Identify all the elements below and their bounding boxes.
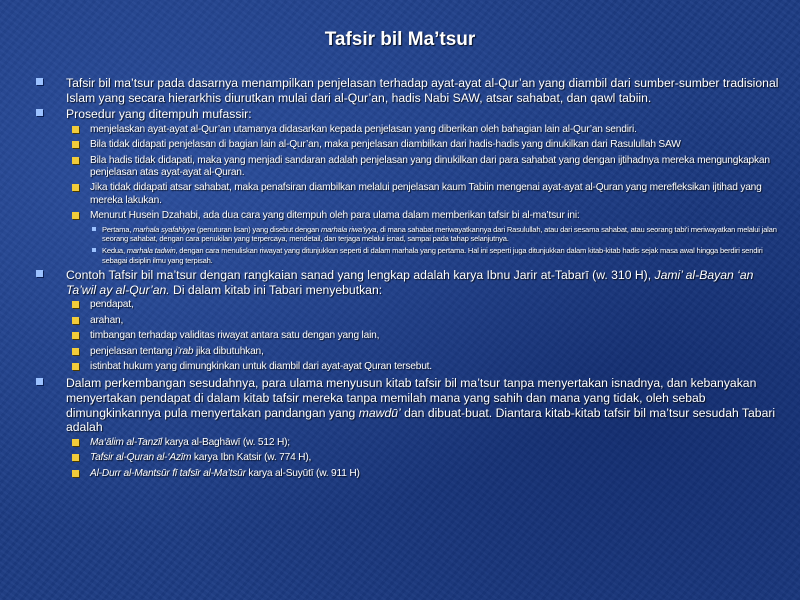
list-item: [36, 376, 784, 480]
square-bullet-icon: [36, 270, 43, 277]
list-item: [72, 315, 784, 327]
book-item: Tafsir al-Quran al-‘Azīm karya Ibn Katsir (w. 774 H),: [90, 452, 312, 464]
procedure-step: Jika tidak didapati atsar sahabat, maka penafsiran diambilkan melalui penjelasan kaum Tabiin mengenai ayat-ayat al-Quran yang merefleksikan ijtihad yang mereka lakukan.: [90, 182, 762, 206]
square-bullet-icon: [72, 348, 79, 355]
paragraph-definition: Tafsir bil ma’tsur pada dasarnya menampilkan penjelasan terhadap ayat-ayat al-Qur’an yang diambil dari sumber-sumber tradisional Islam yang secara hierarkhis diurutkan mulai dari al-Qur’an, hadis Nabi SAW, atsar sahabat, dan qawl tabiin.: [66, 76, 779, 105]
list-item: [72, 139, 784, 151]
tabari-item: timbangan terhadap validitas riwayat antara satu dengan yang lain,: [90, 330, 380, 342]
list-item: [72, 437, 784, 449]
paragraph-development: Dalam perkembangan sesudahnya, para ulama menyusun kitab tafsir bil ma’tsur tanpa menyertakan isnadnya, dan kebanyakan menyertakan pendapat di dalam kitab tafsir mereka tanpa memilah mana yang sahih dan mana yang tidak, oleh sebab dimungkinkannya pula menyertakan pandangan yang mawdū’ dan dibuat-buat. Diantara kitab-kitab tafsir bil ma’tsur sesudah Tabari adalah: [66, 376, 776, 435]
paragraph-procedure: Prosedur yang ditempuh mufassir:: [66, 107, 252, 122]
bullet-list: [36, 76, 784, 480]
square-bullet-icon: [72, 301, 79, 308]
list-item: [72, 299, 784, 311]
square-bullet-icon: [92, 248, 96, 252]
book-list: [66, 437, 784, 480]
method-text: Pertama, marhala syafahiyya (penuturan lisan) yang disebut dengan marhala riwa’iyya, di mana sahabat meriwayatkannya dari Rasulullah, atau dari sesama sahabat, atau seorang tabi’i meriwayatkan melalui jalan seorang sahabat, dengan cara penukilan yang terpercaya, mendetail, dan terjaga melalui isnad, sampai pada tahap selanjutnya.: [102, 224, 777, 244]
square-bullet-icon: [72, 439, 79, 446]
square-bullet-icon: [72, 212, 79, 219]
square-bullet-icon: [72, 363, 79, 370]
procedure-step: Bila hadis tidak didapati, maka yang menjadi sandaran adalah penjelasan yang dinukilkan dari para sahabat yang dengan ijtihadnya mereka mengungkapkan penjelasan atas ayat-ayat al-Quran.: [90, 154, 770, 178]
list-item: [72, 210, 784, 265]
slide-content: [36, 76, 784, 483]
procedure-step: Menurut Husein Dzahabi, ada dua cara yang ditempuh oleh para ulama dalam memberikan tafsir bi al-ma’tsur ini:: [90, 210, 580, 222]
list-item: [72, 346, 784, 358]
square-bullet-icon: [72, 470, 79, 477]
square-bullet-icon: [72, 157, 79, 164]
square-bullet-icon: [72, 317, 79, 324]
list-item: [92, 246, 784, 265]
list-item: [72, 182, 784, 207]
paragraph-example: Contoh Tafsir bil ma’tsur dengan rangkaian sanad yang lengkap adalah karya Ibnu Jarir at-Tabarī (w. 310 H), Jami’ al-Bayan ‘an Ta’wil ay al-Qur’an. Di dalam kitab ini Tabari menyebutkan:: [66, 268, 754, 297]
square-bullet-icon: [72, 454, 79, 461]
tabari-item: arahan,: [90, 314, 124, 326]
procedure-step: Bila tidak didapati penjelasan di bagian lain al-Qur’an, maka penjelasan diambilkan dari hadis-hadis yang dinukilkan dari Rasulullah SAW: [90, 139, 681, 151]
slide-title: Tafsir bil Ma’tsur: [324, 29, 476, 50]
list-item: [36, 268, 784, 373]
list-item: [72, 155, 784, 180]
book-item: Ma‘ālim al-Tanzīl karya al-Baghāwī (w. 512 H);: [90, 436, 290, 448]
tabari-item: pendapat,: [90, 299, 134, 311]
list-item: [36, 76, 784, 105]
square-bullet-icon: [36, 109, 43, 116]
book-item: Al-Durr al-Mantsūr fī tafsīr al-Ma’tsūr karya al-Suyūtī (w. 911 H): [90, 467, 360, 479]
list-item: [92, 225, 784, 244]
list-item: [72, 468, 784, 480]
list-item: [72, 330, 784, 342]
method-text: Kedua, marhala tadwin, dengan cara menuliskan riwayat yang ditunjukkan seperti di dalam marhala yang pertama. Hal ini seperti juga ditunjukkan dalam kitab-kitab hadis sejak masa awal hingga berdiri sendiri sebagai disiplin ilmu yang terpisah.: [102, 246, 763, 265]
tabari-list: [66, 299, 784, 373]
square-bullet-icon: [36, 78, 43, 85]
list-item: [72, 361, 784, 373]
square-bullet-icon: [72, 184, 79, 191]
tabari-item: penjelasan tentang i’rab jika dibutuhkan,: [90, 345, 264, 357]
procedure-step: menjelaskan ayat-ayat al-Qur’an utamanya didasarkan kepada penjelasan yang diberikan oleh bahagian lain al-Qur’an sendiri.: [90, 123, 637, 135]
square-bullet-icon: [36, 378, 43, 385]
square-bullet-icon: [72, 141, 79, 148]
list-item: [72, 124, 784, 136]
procedure-list: [66, 124, 784, 265]
square-bullet-icon: [72, 126, 79, 133]
list-item: [36, 107, 784, 265]
square-bullet-icon: [92, 227, 96, 231]
list-item: [72, 452, 784, 464]
tabari-item: istinbat hukum yang dimungkinkan untuk diambil dari ayat-ayat Quran tersebut.: [90, 361, 432, 373]
square-bullet-icon: [72, 332, 79, 339]
method-list: [90, 225, 784, 266]
